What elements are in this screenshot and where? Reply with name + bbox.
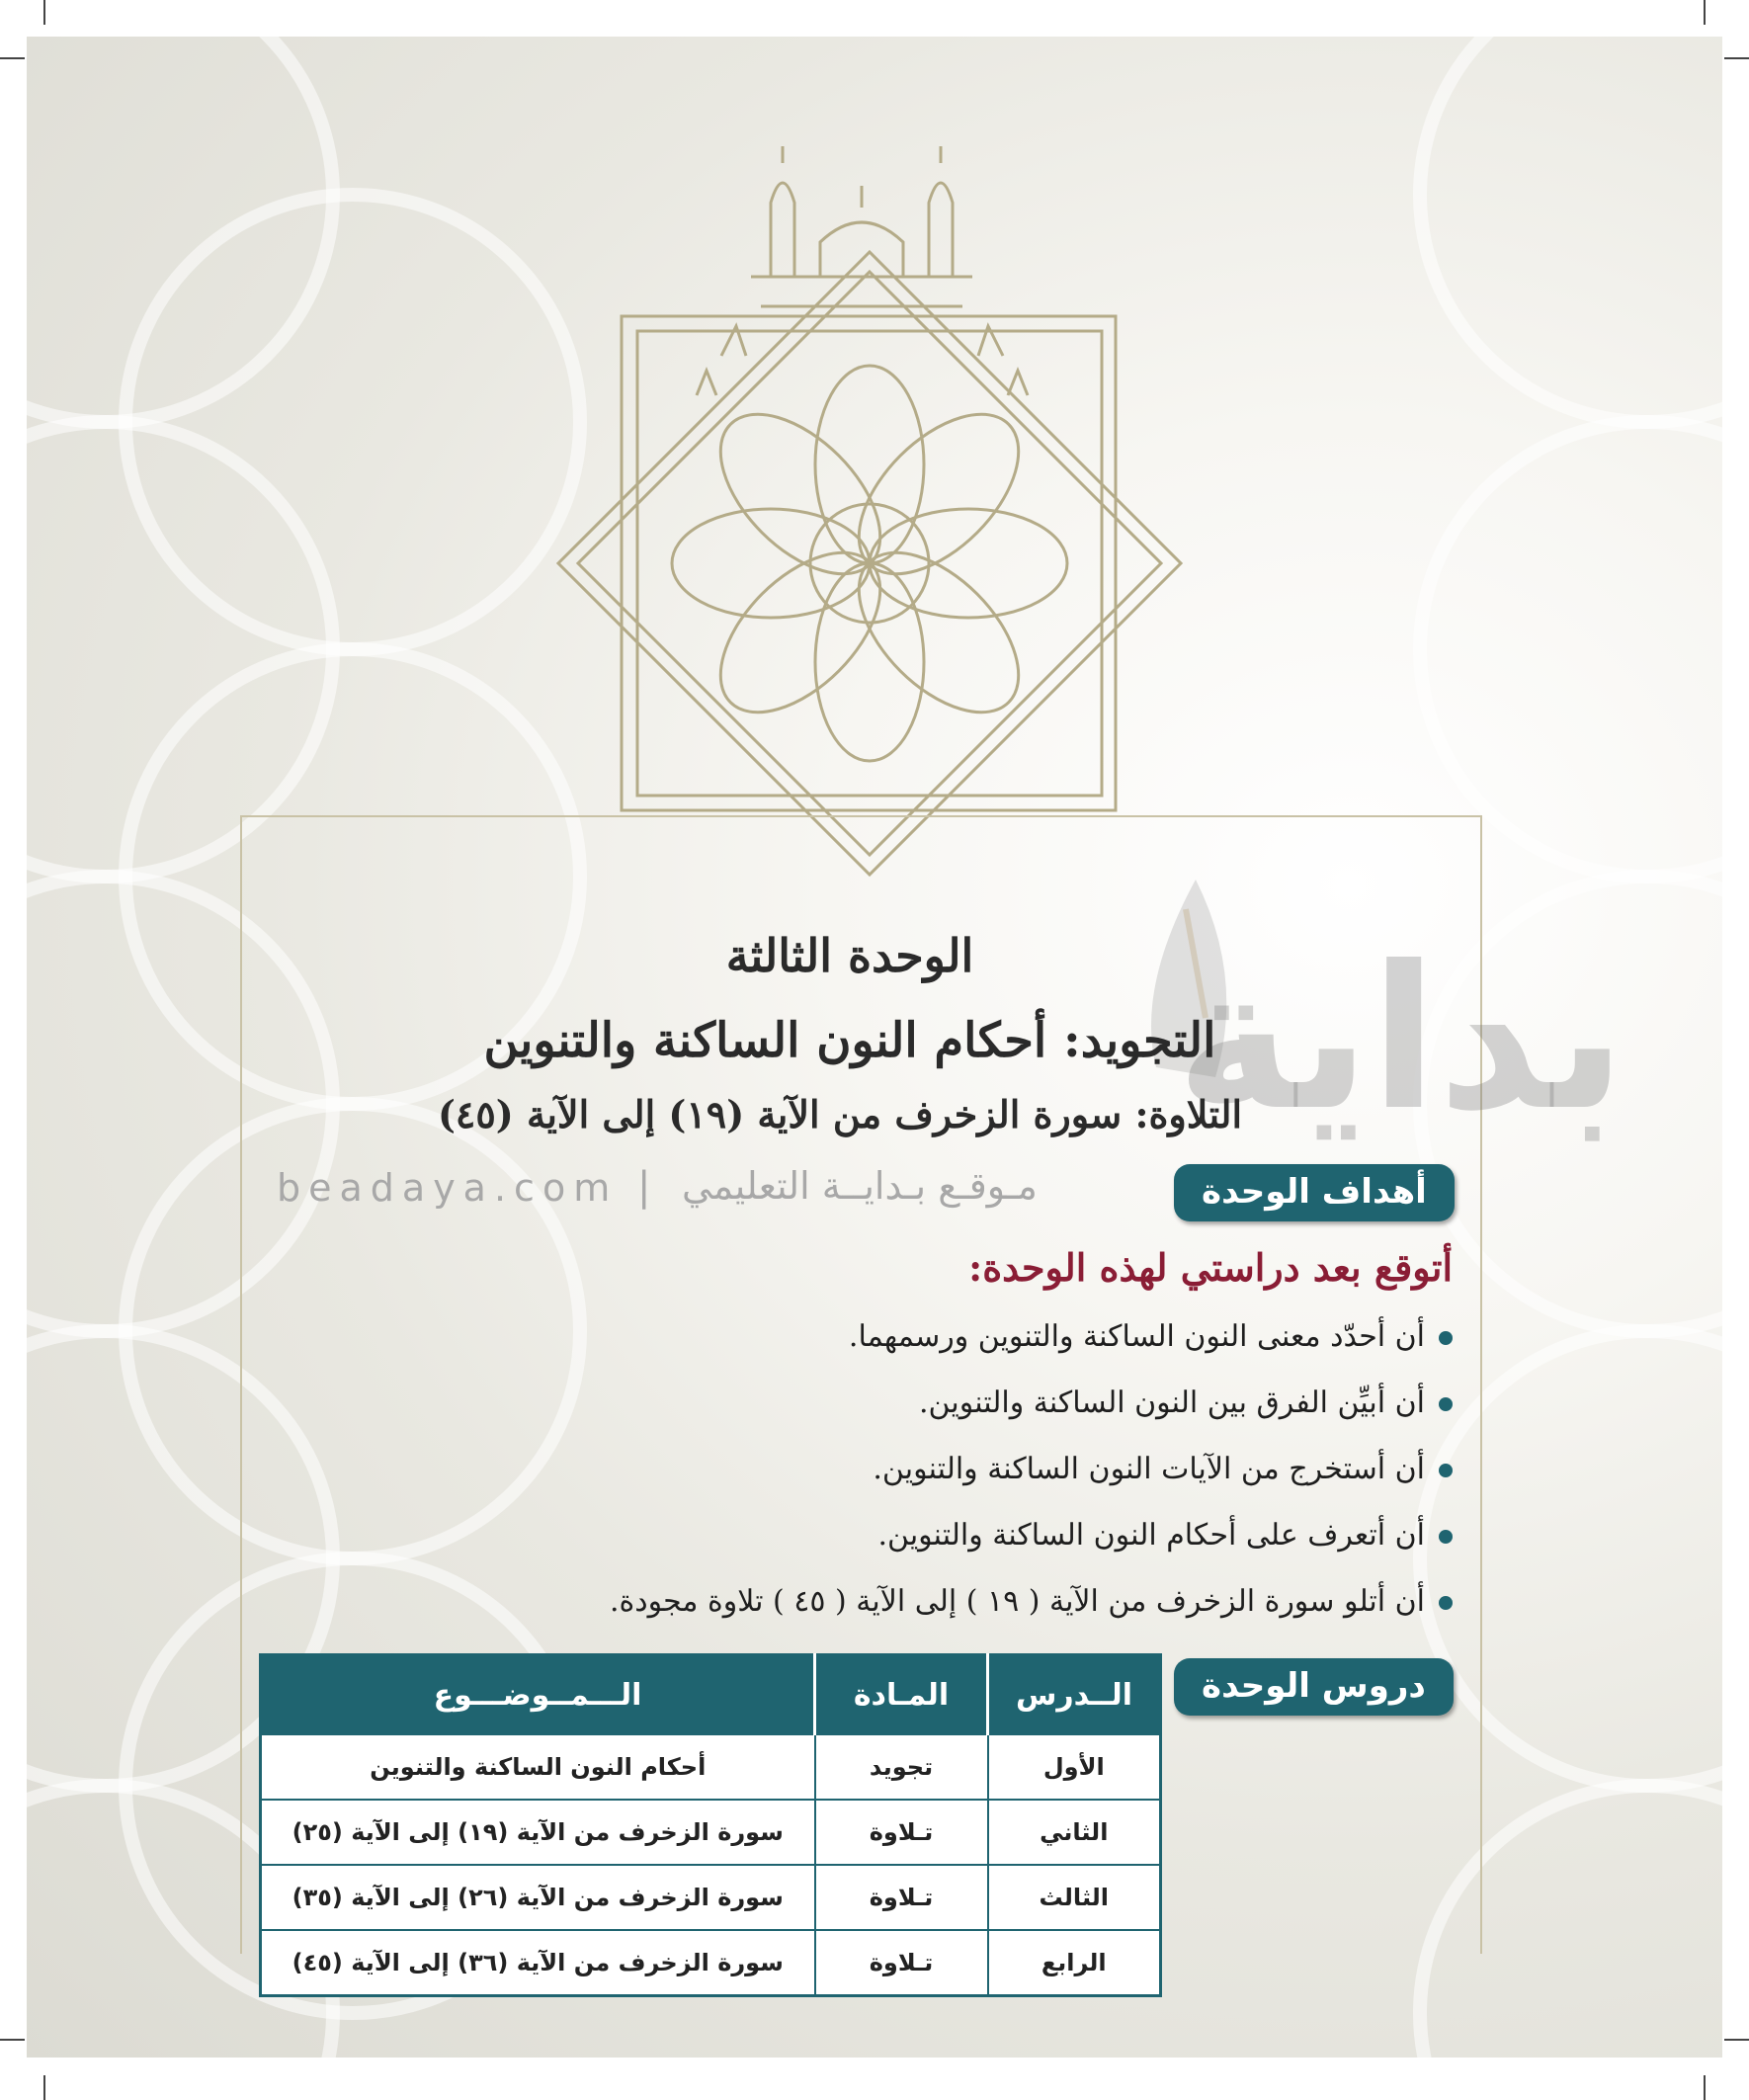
table-row — [261, 1930, 1161, 1996]
watermark-url: beadaya.com — [277, 1166, 619, 1210]
lessons-badge: دروس الوحدة — [1174, 1658, 1454, 1716]
topic-cell: أحكام النون الساكنة والتنوين — [261, 1734, 815, 1800]
topic-cell: سورة الزخرف من الآية (٢٦) إلى الآية (٣٥) — [261, 1865, 815, 1930]
subject-cell: تـلاوة — [815, 1800, 988, 1865]
goal-text: أن أتعرف على أحكام النون الساكنة والتنوين. — [877, 1518, 1425, 1553]
table-row — [261, 1800, 1161, 1865]
header-lesson: الــدرس — [988, 1655, 1161, 1735]
crop-mark — [1724, 57, 1749, 59]
lesson-cell: الثالث — [988, 1865, 1161, 1930]
subject-cell: تـلاوة — [815, 1865, 988, 1930]
goal-text: أن أحدّد معنى النون الساكنة والتنوين ورسمهما. — [848, 1319, 1425, 1354]
goal-text: أن أتلو سورة الزخرف من الآية ( ١٩ ) إلى الآية ( ٤٥ ) تلاوة مجودة. — [609, 1584, 1425, 1619]
table-row — [261, 1865, 1161, 1930]
lesson-cell: الرابع — [988, 1930, 1161, 1996]
goal-item — [610, 1312, 1453, 1379]
lesson-cell: الأول — [988, 1734, 1161, 1800]
bullet-icon — [1439, 1331, 1453, 1345]
crop-mark — [43, 0, 45, 25]
lessons-table — [259, 1653, 1162, 1997]
goals-list — [610, 1312, 1453, 1643]
bullet-icon — [1439, 1464, 1453, 1477]
subject-cell: تـلاوة — [815, 1930, 988, 1996]
watermark-brand: بداية — [1176, 924, 1626, 1154]
table-row — [261, 1734, 1161, 1800]
goals-badge: أهداف الوحدة — [1174, 1164, 1455, 1221]
crop-mark — [1704, 2075, 1706, 2100]
crop-mark — [0, 57, 25, 59]
goal-text: أن أستخرج من الآيات النون الساكنة والتنوين. — [873, 1452, 1425, 1486]
crop-mark — [0, 2039, 25, 2041]
mosque-star-ornament — [524, 109, 1215, 870]
lesson-cell: الثاني — [988, 1800, 1161, 1865]
goal-text: أن أبيِّن الفرق بين النون الساكنة والتنوين. — [918, 1386, 1425, 1420]
table-header-row — [261, 1655, 1161, 1735]
bullet-icon — [1439, 1397, 1453, 1411]
subject-cell: تجويد — [815, 1734, 988, 1800]
goal-item — [610, 1511, 1453, 1577]
goals-intro: أتوقع بعد دراستي لهذه الوحدة: — [968, 1245, 1453, 1290]
recitation-title: التلاوة: سورة الزخرف من الآية (١٩) إلى الآية (٤٥) — [437, 1092, 1243, 1136]
goal-item — [610, 1445, 1453, 1511]
bullet-icon — [1439, 1530, 1453, 1544]
crop-mark — [43, 2075, 45, 2100]
header-subject: المـادة — [815, 1655, 988, 1735]
crop-mark — [1704, 0, 1706, 25]
watermark-separator: | — [637, 1164, 651, 1210]
watermark-site-name: مـوقـع بـدايــة التعليمي — [682, 1164, 1038, 1208]
bullet-icon — [1439, 1596, 1453, 1610]
topic-cell: سورة الزخرف من الآية (٣٦) إلى الآية (٤٥) — [261, 1930, 815, 1996]
tajweed-title: التجويد: أحكام النون الساكنة والتنوين — [483, 1013, 1216, 1068]
topic-cell: سورة الزخرف من الآية (١٩) إلى الآية (٢٥) — [261, 1800, 815, 1865]
unit-title: الوحدة الثالثة — [725, 929, 974, 982]
header-topic: الـــمــوضـــوع — [261, 1655, 815, 1735]
goal-item — [610, 1379, 1453, 1445]
crop-mark — [1724, 2039, 1749, 2041]
goal-item — [610, 1577, 1453, 1643]
